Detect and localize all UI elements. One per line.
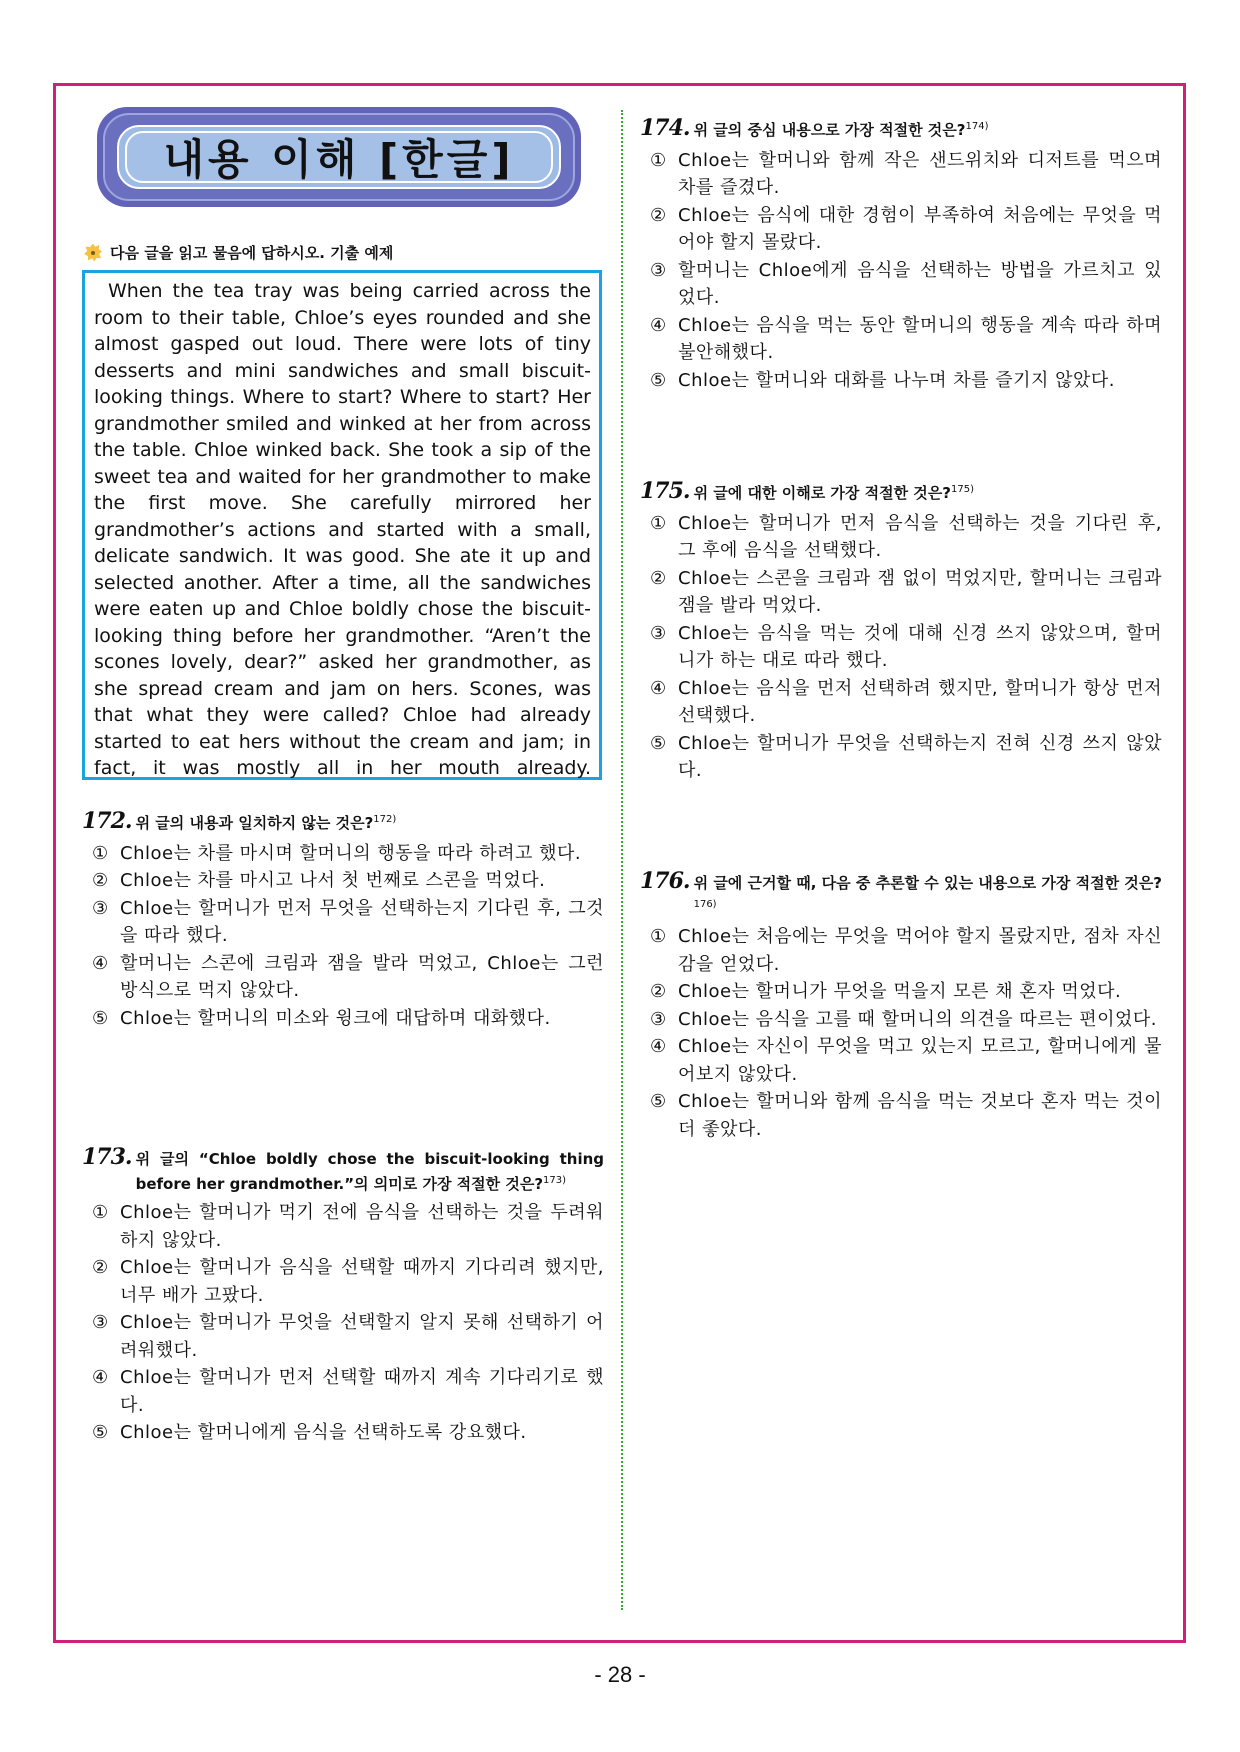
option-5[interactable]: ⑤ Chloe는 할머니와 함께 음식을 먹는 것보다 혼자 먹는 것이 더 좋았다.	[650, 1091, 1162, 1140]
option-3[interactable]: ③ Chloe는 음식을 고를 때 할머니의 의견을 따르는 편이었다.	[650, 1008, 1157, 1030]
title-ring-inner	[117, 125, 561, 189]
options-list	[650, 923, 1162, 1143]
option-4[interactable]: ④ Chloe는 할머니가 먼저 선택할 때까지 계속 기다리기로 했다.	[92, 1367, 604, 1416]
footnote-ref: 175)	[950, 484, 974, 495]
page-title: 내용 이해 [한글]	[163, 135, 515, 184]
question-176	[640, 868, 1162, 1143]
option-5[interactable]: ⑤ Chloe는 할머니가 무엇을 선택하는지 전혀 신경 쓰지 않았다.	[650, 732, 1162, 781]
instruction-text: 다음 글을 읽고 물음에 답하시오. 기출 예제	[110, 244, 394, 262]
question-number: 175.	[640, 478, 690, 504]
option-5[interactable]: ⑤ Chloe는 할머니와 대화를 나누며 차를 즐기지 않았다.	[650, 369, 1115, 391]
footnote-ref: 173)	[543, 1175, 567, 1186]
title-banner	[97, 107, 581, 207]
question-stem: 위 글의 “Chloe boldly chose the biscuit-looking thing before her grandmother.”의 의미로 가장 적절한 것은?$^{173)}$	[135, 1150, 604, 1193]
reading-passage	[82, 270, 602, 780]
option-4[interactable]: ④ 할머니는 스콘에 크림과 잼을 발라 먹었고, Chloe는 그런 방식으로 먹지 않았다.	[92, 952, 604, 1001]
title-ring-outer	[103, 113, 575, 201]
option-4[interactable]: ④ Chloe는 자신이 무엇을 먹고 있는지 모르고, 할머니에게 물어보지 않았다.	[650, 1036, 1162, 1085]
question-175	[640, 478, 1162, 785]
option-1[interactable]: ① Chloe는 처음에는 무엇을 먹어야 할지 몰랐지만, 점차 자신감을 얻었다.	[650, 926, 1162, 975]
instruction	[84, 242, 393, 263]
options-list	[650, 147, 1162, 395]
question-stem: 위 글에 근거할 때, 다음 중 추론할 수 있는 내용으로 가장 적절한 것은?$^{176)}$	[693, 874, 1162, 910]
flower-icon	[84, 244, 102, 262]
option-4[interactable]: ④ Chloe는 음식을 먼저 선택하려 했지만, 할머니가 항상 먼저 선택했다.	[650, 677, 1162, 726]
option-3[interactable]: ③ Chloe는 할머니가 먼저 무엇을 선택하는지 기다린 후, 그것을 따라 했다.	[92, 897, 604, 946]
option-5[interactable]: ⑤ Chloe는 할머니의 미소와 윙크에 대답하며 대화했다.	[92, 1007, 551, 1029]
option-1[interactable]: ① Chloe는 할머니와 함께 작은 샌드위치와 디저트를 먹으며 차를 즐겼다.	[650, 149, 1162, 198]
option-1[interactable]: ① Chloe는 차를 마시며 할머니의 행동을 따라 하려고 했다.	[92, 842, 582, 864]
option-2[interactable]: ② Chloe는 차를 마시고 나서 첫 번째로 스콘을 먹었다.	[92, 870, 546, 891]
question-172	[82, 808, 604, 1032]
question-number: 173.	[82, 1144, 132, 1170]
option-4[interactable]: ④ Chloe는 음식을 먹는 동안 할머니의 행동을 계속 따라 하며 불안해했다.	[650, 314, 1162, 363]
options-list	[650, 510, 1162, 785]
question-stem: 위 글에 대한 이해로 가장 적절한 것은?$^{175)}$	[693, 484, 974, 502]
footnote-ref: 172)	[373, 814, 397, 825]
page-number: - 28 -	[594, 1662, 646, 1687]
option-2[interactable]: ② Chloe는 음식에 대한 경험이 부족하여 처음에는 무엇을 먹어야 할지 몰랐다.	[650, 204, 1162, 253]
title-fill	[125, 131, 553, 183]
option-1[interactable]: ① Chloe는 할머니가 먼저 음식을 선택하는 것을 기다린 후, 그 후에 음식을 선택했다.	[650, 512, 1162, 561]
options-list	[92, 1199, 604, 1447]
question-stem: 위 글의 내용과 일치하지 않는 것은?$^{172)}$	[135, 814, 397, 832]
question-number: 172.	[82, 808, 132, 834]
option-3[interactable]: ③ 할머니는 Chloe에게 음식을 선택하는 방법을 가르치고 있었다.	[650, 259, 1162, 308]
options-list	[92, 840, 604, 1033]
passage-text: When the tea tray was being carried across the room to their table, Chloe’s eyes rounded and she almost gasped out loud. There were lots of tiny desserts and mini sandwiches and small biscuit-looking things. Where to start? Where to start? Her grandmother smiled and winked at her from across the table. Chloe winked back. She took a sip of the sweet tea and waited for her grandmother to make the first move. She carefully mirrored her grandmother’s actions and started with a small, delicate sandwich. It was good. She ate it up and selected another. After a time, all the sandwiches were eaten up and Chloe boldly chose the biscuit-looking thing before her grandmother. “Aren’t the scones lovely, dear?” asked her grandmother, as she spread cream and jam on hers. Scones, was that what they were called? Chloe had already started to eat hers without the cream and jam; in fact, it was mostly all in her mouth already.	[94, 280, 591, 779]
option-3[interactable]: ③ Chloe는 음식을 먹는 것에 대해 신경 쓰지 않았으며, 할머니가 하는 대로 따라 했다.	[650, 622, 1162, 671]
option-2[interactable]: ② Chloe는 스콘을 크림과 잼 없이 먹었지만, 할머니는 크림과 잼을 발라 먹었다.	[650, 567, 1162, 616]
option-1[interactable]: ① Chloe는 할머니가 먹기 전에 음식을 선택하는 것을 두려워하지 않았다.	[92, 1202, 604, 1251]
option-2[interactable]: ② Chloe는 할머니가 무엇을 먹을지 모른 채 혼자 먹었다.	[650, 981, 1122, 1002]
footnote-ref: 176)	[693, 899, 717, 910]
column-divider	[621, 110, 623, 1610]
question-173	[82, 1144, 604, 1447]
question-174	[640, 115, 1162, 394]
option-5[interactable]: ⑤ Chloe는 할머니에게 음식을 선택하도록 강요했다.	[92, 1422, 527, 1443]
option-2[interactable]: ② Chloe는 할머니가 음식을 선택할 때까지 기다리려 했지만, 너무 배가 고팠다.	[92, 1257, 604, 1306]
footnote-ref: 174)	[965, 121, 989, 132]
option-3[interactable]: ③ Chloe는 할머니가 무엇을 선택할지 알지 못해 선택하기 어려워했다.	[92, 1312, 604, 1361]
question-stem: 위 글의 중심 내용으로 가장 적절한 것은?$^{174)}$	[693, 121, 989, 139]
question-number: 174.	[640, 115, 690, 141]
question-number: 176.	[640, 868, 690, 894]
